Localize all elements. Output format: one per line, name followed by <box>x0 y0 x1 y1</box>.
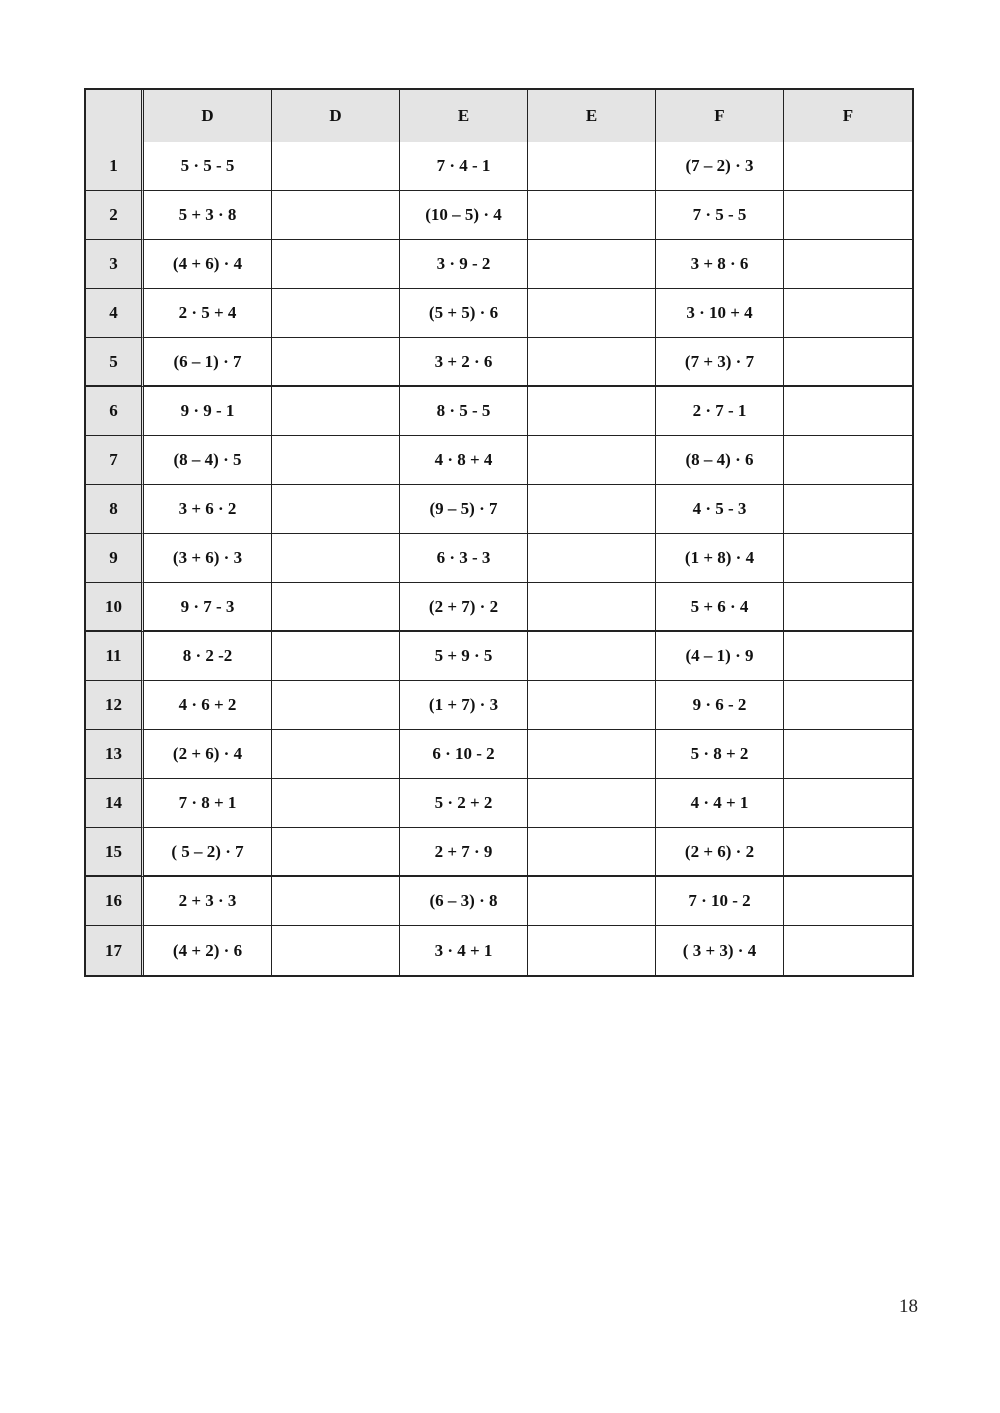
expression-d: (4 + 6) · 4 <box>144 240 272 289</box>
expression-e: 5 · 2 + 2 <box>400 779 528 828</box>
expression-d: 3 + 6 · 2 <box>144 485 272 534</box>
answer-cell-f[interactable] <box>784 828 912 877</box>
column-header-e1: E <box>400 90 528 142</box>
answer-cell-e[interactable] <box>528 877 656 926</box>
expression-d: 5 + 3 · 8 <box>144 191 272 240</box>
row-number: 1 <box>86 142 144 191</box>
expression-f: 3 · 10 + 4 <box>656 289 784 338</box>
expression-f: (4 – 1) · 9 <box>656 632 784 681</box>
answer-cell-d[interactable] <box>272 534 400 583</box>
answer-cell-f[interactable] <box>784 681 912 730</box>
table-row <box>86 436 912 485</box>
row-number: 12 <box>86 681 144 730</box>
answer-cell-d[interactable] <box>272 926 400 975</box>
row-number: 4 <box>86 289 144 338</box>
corner-cell <box>86 90 144 142</box>
answer-cell-f[interactable] <box>784 436 912 485</box>
answer-cell-e[interactable] <box>528 632 656 681</box>
answer-cell-f[interactable] <box>784 338 912 387</box>
expression-f: (1 + 8) · 4 <box>656 534 784 583</box>
row-number: 7 <box>86 436 144 485</box>
column-header-d2: D <box>272 90 400 142</box>
column-header-f2: F <box>784 90 912 142</box>
expression-d: 7 · 8 + 1 <box>144 779 272 828</box>
answer-cell-d[interactable] <box>272 289 400 338</box>
expression-d: 5 · 5 - 5 <box>144 142 272 191</box>
answer-cell-f[interactable] <box>784 191 912 240</box>
answer-cell-e[interactable] <box>528 142 656 191</box>
expression-f: 5 · 8 + 2 <box>656 730 784 779</box>
row-number: 8 <box>86 485 144 534</box>
answer-cell-d[interactable] <box>272 877 400 926</box>
answer-cell-e[interactable] <box>528 779 656 828</box>
page-number: 18 <box>899 1296 918 1317</box>
answer-cell-e[interactable] <box>528 289 656 338</box>
expression-f: 2 · 7 - 1 <box>656 387 784 436</box>
answer-cell-f[interactable] <box>784 289 912 338</box>
row-number: 13 <box>86 730 144 779</box>
table-row <box>86 387 912 436</box>
answer-cell-d[interactable] <box>272 730 400 779</box>
table-row <box>86 828 912 877</box>
expression-f: (2 + 6) · 2 <box>656 828 784 877</box>
answer-cell-e[interactable] <box>528 730 656 779</box>
row-number: 2 <box>86 191 144 240</box>
expression-e: 6 · 10 - 2 <box>400 730 528 779</box>
answer-cell-f[interactable] <box>784 877 912 926</box>
answer-cell-d[interactable] <box>272 779 400 828</box>
table-row <box>86 583 912 632</box>
answer-cell-f[interactable] <box>784 387 912 436</box>
row-number: 14 <box>86 779 144 828</box>
answer-cell-e[interactable] <box>528 387 656 436</box>
answer-cell-f[interactable] <box>784 926 912 975</box>
header-row <box>86 90 912 142</box>
answer-cell-e[interactable] <box>528 583 656 632</box>
expression-d: 4 · 6 + 2 <box>144 681 272 730</box>
table-row <box>86 142 912 191</box>
answer-cell-e[interactable] <box>528 240 656 289</box>
row-number: 6 <box>86 387 144 436</box>
expression-e: (10 – 5) · 4 <box>400 191 528 240</box>
expression-e: 3 + 2 · 6 <box>400 338 528 387</box>
table-row <box>86 779 912 828</box>
table-row <box>86 191 912 240</box>
expression-e: (6 – 3) · 8 <box>400 877 528 926</box>
expression-d: (2 + 6) · 4 <box>144 730 272 779</box>
answer-cell-f[interactable] <box>784 485 912 534</box>
table-row <box>86 485 912 534</box>
answer-cell-d[interactable] <box>272 142 400 191</box>
table-row <box>86 632 912 681</box>
expression-d: 9 · 7 - 3 <box>144 583 272 632</box>
expression-f: 7 · 10 - 2 <box>656 877 784 926</box>
expression-e: 8 · 5 - 5 <box>400 387 528 436</box>
row-number: 15 <box>86 828 144 877</box>
expression-table <box>84 88 914 977</box>
expression-d: 9 · 9 - 1 <box>144 387 272 436</box>
answer-cell-e[interactable] <box>528 534 656 583</box>
expression-d: (3 + 6) · 3 <box>144 534 272 583</box>
column-header-e2: E <box>528 90 656 142</box>
answer-cell-f[interactable] <box>784 583 912 632</box>
row-number: 17 <box>86 926 144 975</box>
column-header-d1: D <box>144 90 272 142</box>
row-number: 11 <box>86 632 144 681</box>
answer-cell-d[interactable] <box>272 387 400 436</box>
row-number: 9 <box>86 534 144 583</box>
expression-d: ( 5 – 2) · 7 <box>144 828 272 877</box>
expression-e: 6 · 3 - 3 <box>400 534 528 583</box>
row-number: 10 <box>86 583 144 632</box>
answer-cell-e[interactable] <box>528 681 656 730</box>
expression-f: (7 + 3) · 7 <box>656 338 784 387</box>
answer-cell-f[interactable] <box>784 534 912 583</box>
answer-cell-f[interactable] <box>784 779 912 828</box>
answer-cell-d[interactable] <box>272 240 400 289</box>
answer-cell-e[interactable] <box>528 436 656 485</box>
expression-f: 9 · 6 - 2 <box>656 681 784 730</box>
answer-cell-d[interactable] <box>272 485 400 534</box>
expression-d: 8 · 2 -2 <box>144 632 272 681</box>
answer-cell-d[interactable] <box>272 583 400 632</box>
answer-cell-f[interactable] <box>784 142 912 191</box>
expression-e: 4 · 8 + 4 <box>400 436 528 485</box>
table-row <box>86 730 912 779</box>
expression-f: 5 + 6 · 4 <box>656 583 784 632</box>
table-row <box>86 681 912 730</box>
answer-cell-e[interactable] <box>528 926 656 975</box>
expression-e: 3 · 9 - 2 <box>400 240 528 289</box>
table-row <box>86 877 912 926</box>
expression-d: (8 – 4) · 5 <box>144 436 272 485</box>
expression-f: (7 – 2) · 3 <box>656 142 784 191</box>
answer-cell-e[interactable] <box>528 191 656 240</box>
expression-e: (2 + 7) · 2 <box>400 583 528 632</box>
expression-e: (5 + 5) · 6 <box>400 289 528 338</box>
answer-cell-e[interactable] <box>528 338 656 387</box>
answer-cell-d[interactable] <box>272 681 400 730</box>
row-number: 3 <box>86 240 144 289</box>
answer-cell-e[interactable] <box>528 485 656 534</box>
expression-e: 3 · 4 + 1 <box>400 926 528 975</box>
answer-cell-d[interactable] <box>272 632 400 681</box>
answer-cell-f[interactable] <box>784 240 912 289</box>
answer-cell-d[interactable] <box>272 338 400 387</box>
answer-cell-d[interactable] <box>272 828 400 877</box>
expression-e: (9 – 5) · 7 <box>400 485 528 534</box>
table-row <box>86 289 912 338</box>
expression-f: 4 · 5 - 3 <box>656 485 784 534</box>
expression-e: 2 + 7 · 9 <box>400 828 528 877</box>
row-number: 16 <box>86 877 144 926</box>
expression-d: (4 + 2) · 6 <box>144 926 272 975</box>
table-row <box>86 534 912 583</box>
expression-f: 3 + 8 · 6 <box>656 240 784 289</box>
answer-cell-d[interactable] <box>272 436 400 485</box>
table-body <box>86 142 912 975</box>
expression-d: 2 · 5 + 4 <box>144 289 272 338</box>
expression-e: (1 + 7) · 3 <box>400 681 528 730</box>
expression-e: 7 · 4 - 1 <box>400 142 528 191</box>
answer-cell-f[interactable] <box>784 730 912 779</box>
row-number: 5 <box>86 338 144 387</box>
table-row <box>86 240 912 289</box>
answer-cell-f[interactable] <box>784 632 912 681</box>
expression-f: 7 · 5 - 5 <box>656 191 784 240</box>
answer-cell-d[interactable] <box>272 191 400 240</box>
expression-f: ( 3 + 3) · 4 <box>656 926 784 975</box>
expression-f: (8 – 4) · 6 <box>656 436 784 485</box>
expression-d: 2 + 3 · 3 <box>144 877 272 926</box>
column-header-f1: F <box>656 90 784 142</box>
expression-d: (6 – 1) · 7 <box>144 338 272 387</box>
expression-e: 5 + 9 · 5 <box>400 632 528 681</box>
answer-cell-e[interactable] <box>528 828 656 877</box>
table-row <box>86 338 912 387</box>
table-row <box>86 926 912 975</box>
expression-f: 4 · 4 + 1 <box>656 779 784 828</box>
